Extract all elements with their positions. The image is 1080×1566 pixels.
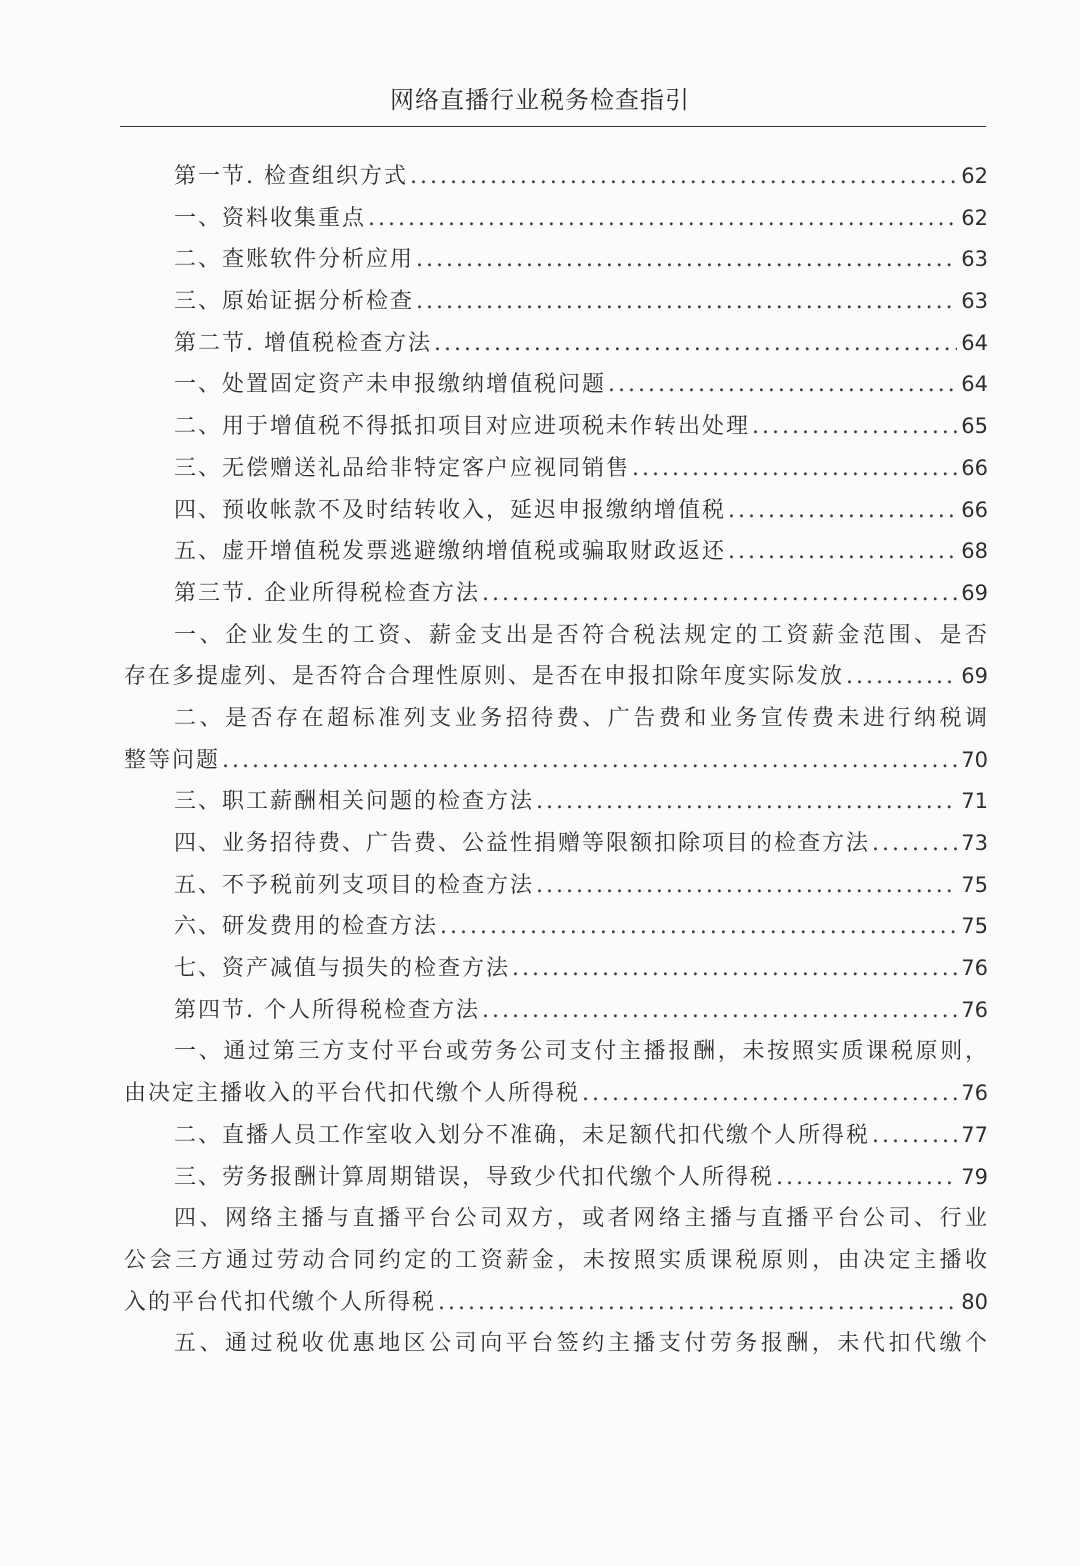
toc-entry-title: 三、无偿赠送礼品给非特定客户应视同销售 xyxy=(174,455,631,481)
toc-page-number: 62 xyxy=(961,164,988,188)
toc-page-number: 79 xyxy=(961,1164,988,1189)
toc-entry-title: 由决定主播收入的平台代扣代缴个人所得税 xyxy=(124,1081,581,1107)
toc-entry xyxy=(124,948,988,990)
toc-entry xyxy=(124,1198,988,1240)
toc-entry-title: 一、企业发生的工资、薪金支出是否符合税法规定的工资薪金范围、是否 xyxy=(174,622,988,648)
table-of-contents xyxy=(124,156,988,1365)
toc-page-number: 66 xyxy=(961,497,988,522)
toc-page-number: 80 xyxy=(961,1289,988,1314)
toc-entry-title: 三、职工薪酬相关问题的检查方法 xyxy=(174,789,535,815)
toc-page-number: 76 xyxy=(961,1081,988,1106)
toc-leader-dots xyxy=(632,448,957,490)
toc-entry-title: 二、直播人员工作室收入划分不准确，未足额代扣代缴个人所得税 xyxy=(174,1122,871,1148)
toc-page-number: 63 xyxy=(961,247,988,272)
toc-leader-dots xyxy=(752,406,957,448)
header-divider xyxy=(120,126,986,127)
toc-entry xyxy=(124,1157,988,1199)
toc-entry xyxy=(124,990,988,1032)
toc-leader-dots xyxy=(434,323,957,365)
toc-entry-title: 第三节. 企业所得税检查方法 xyxy=(174,580,480,606)
toc-page-number: 76 xyxy=(961,956,988,981)
toc-entry xyxy=(124,1073,988,1115)
toc-leader-dots xyxy=(482,990,957,1032)
toc-leader-dots xyxy=(582,1073,957,1115)
toc-page-number: 65 xyxy=(961,414,988,439)
toc-entry-title: 二、查账软件分析应用 xyxy=(174,247,415,273)
toc-entry-title: 二、用于增值税不得抵扣项目对应进项税未作转出处理 xyxy=(174,414,751,440)
toc-leader-dots xyxy=(536,865,957,907)
toc-leader-dots xyxy=(410,156,957,198)
toc-page-number: 66 xyxy=(961,455,988,480)
toc-entry xyxy=(124,323,988,365)
toc-entry xyxy=(124,239,988,281)
toc-page-number: 62 xyxy=(961,205,988,230)
toc-page-number: 68 xyxy=(961,539,988,564)
toc-leader-dots xyxy=(222,740,957,782)
toc-entry-title: 第四节. 个人所得税检查方法 xyxy=(174,997,480,1023)
toc-leader-dots xyxy=(512,948,957,990)
toc-leader-dots xyxy=(416,239,957,281)
toc-entry xyxy=(124,698,988,740)
page-header-title: 网络直播行业税务检查指引 xyxy=(390,86,690,114)
toc-entry-title: 三、劳务报酬计算周期错误，导致少代扣代缴个人所得税 xyxy=(174,1164,775,1190)
toc-entry-title: 第一节. 检查组织方式 xyxy=(174,164,408,189)
toc-entry xyxy=(124,1240,988,1282)
toc-entry-title: 二、是否存在超标准列支业务招待费、广告费和业务宣传费未进行纳税调 xyxy=(174,705,988,731)
toc-entry xyxy=(124,1323,988,1365)
toc-entry-title: 五、通过税收优惠地区公司向平台签约主播支付劳务报酬，未代扣代缴个 xyxy=(174,1331,988,1357)
toc-page-number: 71 xyxy=(961,789,988,814)
toc-leader-dots xyxy=(368,198,957,240)
toc-entry-title: 五、虚开增值税发票逃避缴纳增值税或骗取财政返还 xyxy=(174,539,727,565)
toc-page-number: 64 xyxy=(961,372,988,397)
toc-entry-title: 存在多提虚列、是否符合合理性原则、是否在申报扣除年度实际发放 xyxy=(124,664,845,690)
toc-page-number: 64 xyxy=(961,330,988,355)
toc-entry xyxy=(124,615,988,657)
toc-leader-dots xyxy=(728,531,957,573)
toc-leader-dots xyxy=(872,1115,957,1157)
toc-entry-title: 七、资产减值与损失的检查方法 xyxy=(174,956,511,982)
toc-entry xyxy=(124,823,988,865)
toc-entry xyxy=(124,198,988,240)
toc-leader-dots xyxy=(440,906,957,948)
toc-leader-dots xyxy=(536,781,957,823)
toc-entry xyxy=(124,1031,988,1073)
toc-entry-title: 入的平台代扣代缴个人所得税 xyxy=(124,1289,437,1315)
toc-entry-title: 整等问题 xyxy=(124,747,221,773)
toc-entry xyxy=(124,1115,988,1157)
toc-entry xyxy=(124,906,988,948)
toc-page-number: 69 xyxy=(961,664,988,689)
toc-entry xyxy=(124,406,988,448)
toc-page-number: 76 xyxy=(961,997,988,1022)
toc-leader-dots xyxy=(776,1157,957,1199)
toc-entry xyxy=(124,781,988,823)
toc-entry-title: 四、预收帐款不及时结转收入，延迟申报缴纳增值税 xyxy=(174,497,727,523)
toc-entry xyxy=(124,656,988,698)
toc-entry-title: 第二节. 增值税检查方法 xyxy=(174,330,432,356)
toc-leader-dots xyxy=(728,490,957,532)
toc-entry xyxy=(124,531,988,573)
toc-entry-title: 六、研发费用的检查方法 xyxy=(174,914,439,940)
toc-entry xyxy=(124,156,988,198)
toc-leader-dots xyxy=(438,1282,957,1324)
toc-entry xyxy=(124,448,988,490)
toc-page-number: 73 xyxy=(961,831,988,855)
toc-entry-title: 三、原始证据分析检查 xyxy=(174,289,415,315)
toc-page-number: 63 xyxy=(961,289,988,314)
toc-page-number: 69 xyxy=(961,580,988,605)
toc-leader-dots xyxy=(416,281,957,323)
toc-entry xyxy=(124,490,988,532)
toc-page-number: 77 xyxy=(961,1122,988,1147)
toc-entry xyxy=(124,281,988,323)
toc-entry xyxy=(124,364,988,406)
toc-entry-title: 一、资料收集重点 xyxy=(174,205,367,231)
toc-entry-title: 四、网络主播与直播平台公司双方，或者网络主播与直播平台公司、行业 xyxy=(174,1206,988,1232)
toc-leader-dots xyxy=(846,656,957,698)
toc-page-number: 75 xyxy=(961,872,988,897)
toc-page-number: 70 xyxy=(961,747,988,772)
toc-entry xyxy=(124,573,988,615)
toc-entry xyxy=(124,1282,988,1324)
toc-leader-dots xyxy=(872,823,957,865)
toc-entry xyxy=(124,865,988,907)
toc-page-number: 75 xyxy=(961,914,988,939)
toc-entry-title: 一、通过第三方支付平台或劳务公司支付主播报酬，未按照实质课税原则， xyxy=(174,1039,988,1065)
toc-entry xyxy=(124,740,988,782)
toc-leader-dots xyxy=(482,573,957,615)
toc-entry-title: 五、不予税前列支项目的检查方法 xyxy=(174,872,535,898)
toc-entry-title: 一、处置固定资产未申报缴纳增值税问题 xyxy=(174,372,607,398)
toc-leader-dots xyxy=(608,364,957,406)
toc-entry-title: 公会三方通过劳动合同约定的工资薪金，未按照实质课税原则，由决定主播收 xyxy=(124,1247,988,1273)
toc-entry-title: 四、业务招待费、广告费、公益性捐赠等限额扣除项目的检查方法 xyxy=(174,831,871,856)
